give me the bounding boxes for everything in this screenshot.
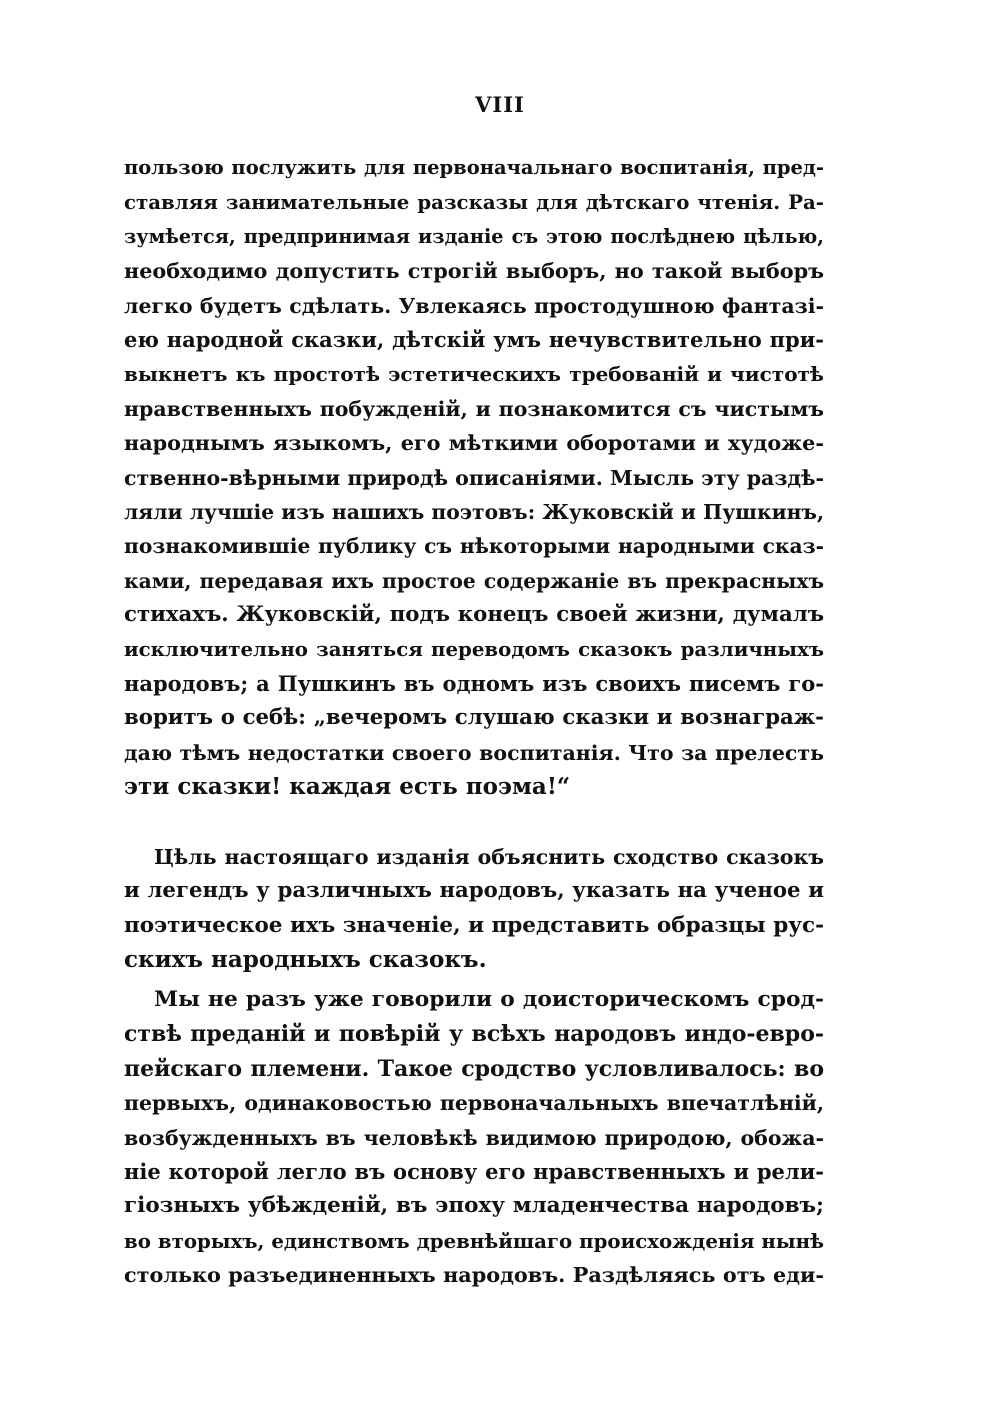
text-line: и легендъ у различныхъ народовъ, указать на ученое и xyxy=(124,878,824,904)
text-line: во вторыхъ, единствомъ древнѣйшаго происхожденія нынѣ xyxy=(124,1228,824,1253)
text-line: ею народной сказки, дѣтскій умъ нечувствительно при- xyxy=(124,326,824,352)
text-line: возбужденныхъ въ человѣкѣ видимою природою, обожа- xyxy=(124,1125,824,1150)
text-line: поэтическое ихъ значеніе, и представить образцы рус- xyxy=(124,912,824,938)
text-line: народовъ; а Пушкинъ въ одномъ изъ своихъ писемъ го- xyxy=(124,670,824,696)
text-line: ставляя занимательные разсказы для дѣтскаго чтенія. Ра- xyxy=(124,190,824,215)
text-line: Мы не разъ уже говорили о доисторическомъ срод- xyxy=(154,987,824,1012)
text-line: нравственныхъ побужденій, и познакомится съ чистымъ xyxy=(124,396,824,421)
paragraph-3 xyxy=(124,983,824,1293)
text-line: даю тѣмъ недостатки своего воспитанія. Что за прелесть xyxy=(124,740,824,765)
text-line: ками, передавая ихъ простое содержаніе въ прекрасныхъ xyxy=(124,568,824,593)
text-line: стихахъ. Жуковскій, подъ конецъ своей жизни, думалъ xyxy=(124,602,824,628)
text-line: ствѣ преданій и повѣрій у всѣхъ народовъ индо-евро- xyxy=(124,1021,824,1048)
text-line: познакомившіе публику съ нѣкоторыми народными сказ- xyxy=(124,534,824,559)
text-line: ственно-вѣрными природѣ описаніями. Мысль эту раздѣ- xyxy=(124,465,824,490)
text-line: первыхъ, одинаковостью первоначальныхъ впечатлѣній, xyxy=(124,1091,824,1116)
text-line: эти сказки! каждая есть поэма!“ xyxy=(124,773,571,801)
text-line: необходимо допустить строгій выборъ, но такой выборъ xyxy=(124,259,824,284)
text-line: ніе которой легло въ основу его нравственныхъ и рели- xyxy=(124,1158,824,1184)
text-line: зумѣется, предпринимая изданіе съ этою послѣднею цѣлью, xyxy=(124,224,824,248)
page-number: VIII xyxy=(475,92,525,117)
text-line: ляли лучшіе изъ нашихъ поэтовъ: Жуковскій и Пушкинъ, xyxy=(124,499,824,524)
paragraph-1 xyxy=(124,151,824,804)
text-line: пользою послужить для первоначальнаго воспитанія, пред- xyxy=(124,156,824,179)
text-line: исключительно заняться переводомъ сказокъ различныхъ xyxy=(124,637,824,662)
text-line: Цѣль настоящаго изданія объяснить сходство сказокъ xyxy=(154,845,824,869)
paragraph-2 xyxy=(124,840,824,978)
text-line: столько разъединенныхъ народовъ. Раздѣляясь отъ еди- xyxy=(124,1263,824,1288)
text-line: пейскаго племени. Такое сродство условливалось: во xyxy=(124,1055,824,1082)
text-line: воритъ о себѣ: „вечеромъ слушаю сказки и вознаграж- xyxy=(124,705,824,731)
text-line: гіозныхъ убѣжденій, въ эпоху младенчества народовъ; xyxy=(124,1193,824,1219)
text-line: легко будетъ сдѣлать. Увлекаясь простодушною фантазі- xyxy=(124,293,824,318)
text-line: народнымъ языкомъ, его мѣткими оборотами и художе- xyxy=(124,431,824,456)
text-line: скихъ народныхъ сказокъ. xyxy=(124,946,487,974)
text-line: выкнетъ къ простотѣ эстетическихъ требованій и чистотѣ xyxy=(124,362,824,387)
